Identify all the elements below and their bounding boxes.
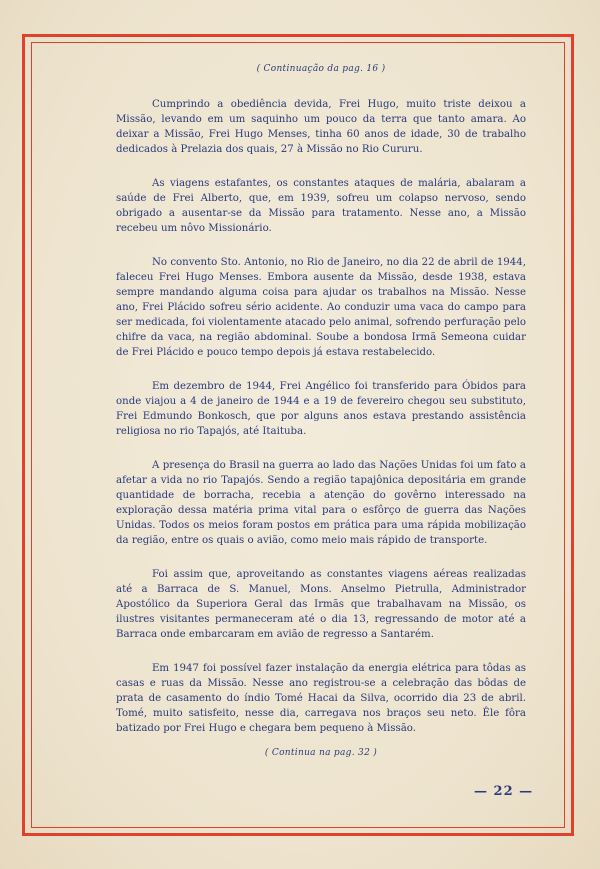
paragraph: Foi assim que, aproveitando as constantes viagens aéreas realizadas até a Barraca de S. Manuel, Mons. Anselmo Pietrulla, Administrador Apostólico da Superiora Geral das Irmãs que trabalhavam na Missão, os ilustres visitantes permaneceram até o dia 13, regressando de motor até a Barraca onde embarcaram em avião de regresso a Santarém.: [116, 569, 526, 640]
paragraph: A presença do Brasil na guerra ao lado das Nações Unidas foi um fato a afetar a vida no rio Tapajós. Sendo a região tapajônica depositária em grande quantidade de borracha, recebia a atenção do govêrno interessado na exploração dessa matéria prima vital para o esfôrço de guerra das Nações Unidas. Todos os meios foram postos em prática para uma rápida mobilização da região, entre os quais o avião, como meio mais rápido de transporte.: [116, 460, 526, 546]
paragraph: Cumprindo a obediência devida, Frei Hugo, muito triste deixou a Missão, levando em um saquinho um pouco da terra que tanto amara. Ao deixar a Missão, Frei Hugo Menses, tinha 60 anos de idade, 30 de trabalho dedicados à Prelazia dos quais, 27 à Missão no Rio Cururu.: [116, 99, 526, 155]
paragraph: Em 1947 foi possível fazer instalação da energia elétrica para tôdas as casas e ruas da Missão. Nesse ano registrou-se a celebração das bôdas de prata de casamento do índio Tomé Hacai da Silva, ocorrido dia 23 de abril. Tomé, muito satisfeito, nesse dia, carregava nos braços seu neto. Êle fôra batizado por Frei Hugo e chegara bem pequeno à Missão.: [116, 663, 526, 734]
paragraph: No convento Sto. Antonio, no Rio de Janeiro, no dia 22 de abril de 1944, faleceu Frei Hugo Menses. Embora ausente da Missão, desde 1938, estava sempre mandando alguma coisa para ajudar os trabalhos na Missão. Nesse ano, Frei Plácido sofreu sério acidente. Ao conduzir uma vaca do campo para ser medicada, foi violentamente atacado pelo animal, sofrendo perfuração pelo chifre da vaca, na região abdominal. Soube a bondosa Irmã Semeona cuidar de Frei Plácido e pouco tempo depois já estava restabelecido.: [116, 257, 526, 358]
paragraph: Em dezembro de 1944, Frei Angélico foi transferido para Óbidos para onde viajou a 4 de janeiro de 1944 e a 19 de fevereiro chegou seu substituto, Frei Edmundo Bonkosch, que por alguns anos estava prestando assistência religiosa no rio Tapajós, até Itaituba.: [116, 381, 526, 437]
page-body: [116, 62, 526, 761]
continuation-from-note: ( Continuação da pag. 16 ): [256, 64, 386, 74]
page-number: — 22 —: [474, 784, 534, 799]
paragraph: As viagens estafantes, os constantes ataques de malária, abalaram a saúde de Frei Alberto, que, em 1939, sofreu um colapso nervoso, sendo obrigado a ausentar-se da Missão para tratamento. Nesse ano, a Missão recebeu um nôvo Missionário.: [116, 178, 526, 234]
continuation-to-note: ( Continua na pag. 32 ): [264, 748, 378, 758]
